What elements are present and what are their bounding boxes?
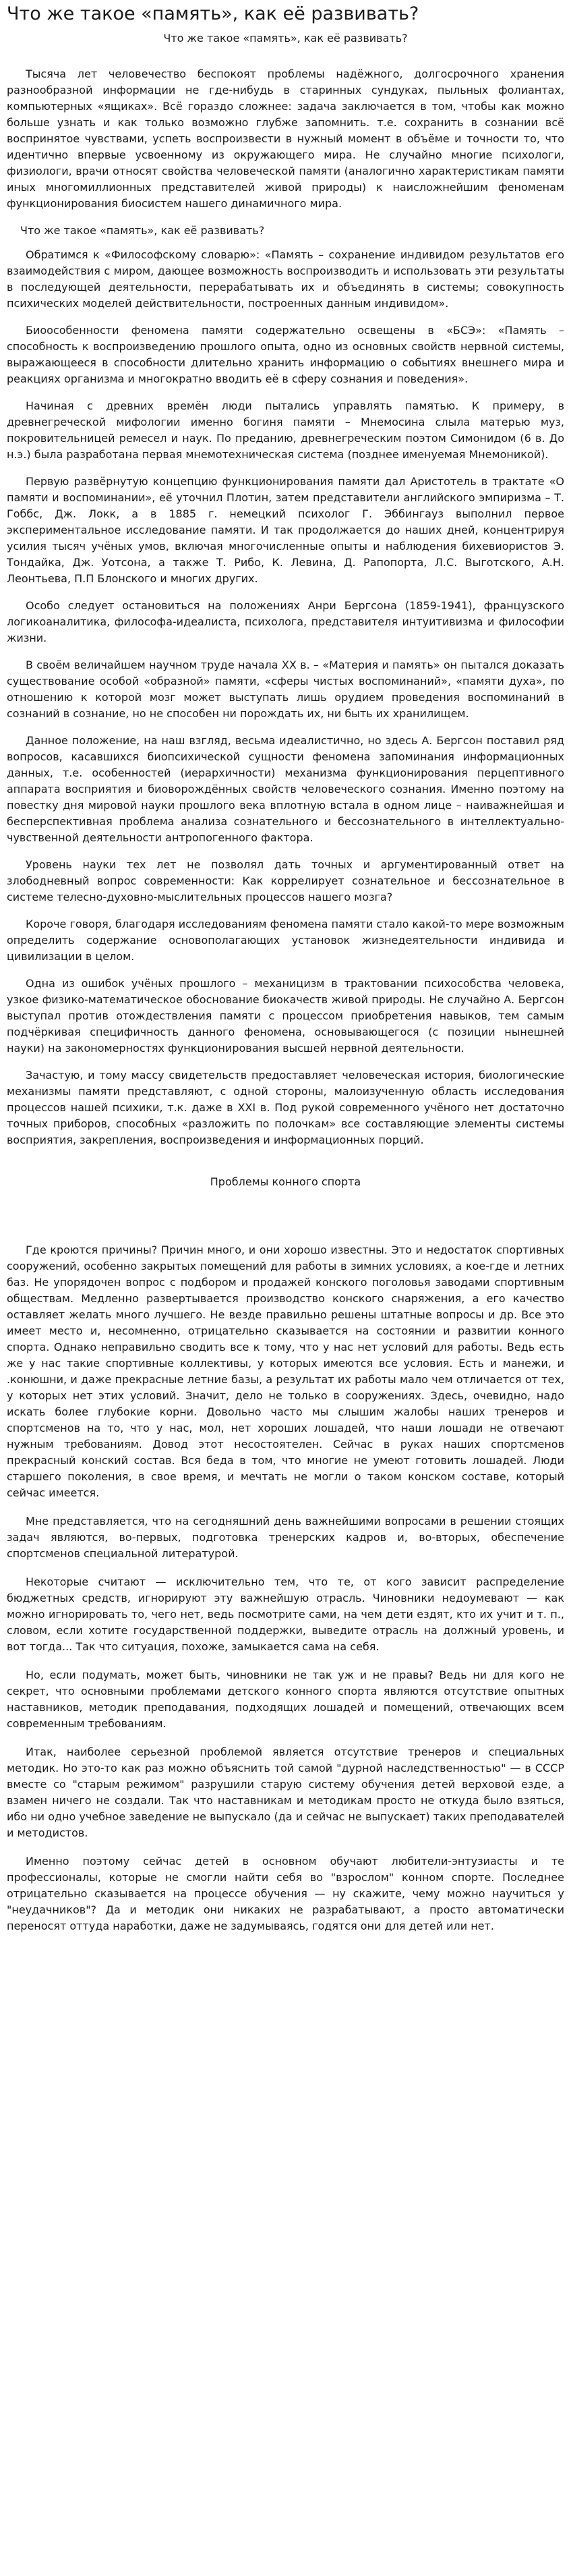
paragraph: Некоторые считают — исключительно тем, что те, от кого зависит распределение бюджетных средств, игнорируют эту важнейшую отрасль. Чиновники недоумевают — как можно игнорировать то, чего нет, ведь посмотрите сами, на чем дети ездят, кто их учит и т. п., словом, если хотите государственной поддержки, выведите отрасль на должный уровень, и вот тогда... Так что ситуация, похоже, замыкается сама на себя. <box>7 1575 564 1654</box>
paragraph: В своём величайшем научном труде начала XX в. – «Материя и память» он пытался доказать существование особой «образной» памяти, «сферы чистых воспоминаний», «памяти духа», по отношению к которой мозг может выступать лишь орудием проведения воспоминаний в сознаний в сознание, но не способен ни порождать их, ни быть их хранилищем. <box>7 659 564 721</box>
paragraph: Начиная с древних времён люди пытались управлять памятью. К примеру, в древнегреческой мифологии именно богиня памяти – Мнемосина слыла матерью муз, покровительницей ремесел и наук. По преданию, древнегреческим поэтом Симонидом (6 в. До н.э.) была разработана первая мнемотехническая система (позднее именуемая Мнемоникой). <box>7 399 564 461</box>
paragraph: Итак, наиболее серьезной проблемой является отсутствие тренеров и специальных методик. Но это-то как раз можно объяснить той самой "дурной наследственностью" — в СССР вместе со "старым режимом" разрушили старую систему обучения детей верховой езде, а взамен ничего не создали. Так что наставникам и методикам просто не откуда было взяться, ибо ни одно учебное заведение не выпускало (да и сейчас не выпускает) таких преподавателей и методистов. <box>7 1745 564 1840</box>
paragraph: Уровень науки тех лет не позволял дать точных и аргументированный ответ на злободневный вопрос современности: Как коррелирует сознательное и бессознательное в системе телесно-духовно-мыслительных процессов нашего мозга? <box>7 858 564 904</box>
section-question: Что же такое «память», как её развивать? <box>20 224 265 237</box>
intro-section <box>7 66 564 212</box>
section-title-horse-sport: Проблемы конного спорта <box>210 1175 361 1189</box>
horse-sport-section <box>7 1242 564 1934</box>
paragraph: Данное положение, на наш взгляд, весьма идеалистично, но здесь А. Бергсон поставил ряд вопросов, касавшихся биопсихической сущности феномена запоминания информационных данных, т.е. особенностей (иерархичности) механизма функционирования перцептивного аппарата восприятия и биоворождённых свойств человеческого сознания. Именно поэтому на повестку дня мировой науки прошлого века вплотную встала в одном лице – наиважнейшая и бесперспективная проблема анализа сознательного и бессознательного в интеллектуально-чувственной деятельности антропогенного фактора. <box>7 734 564 845</box>
paragraph: Биоособенности феномена памяти содержательно освещены в «БСЭ»: «Память – способность к воспроизведению прошлого опыта, одно из основных свойств нервной системы, выражающееся в способности длительно хранить информацию о событиях внешнего мира и реакциях организма и многократно вводить её в сферу сознания и поведения». <box>7 324 564 386</box>
article-subtitle: Что же такое «память», как её развивать? <box>163 31 408 45</box>
paragraph: Короче говоря, благодаря исследованиям феномена памяти стало какой-то мере возможным определить содержание основополагающих установок жизнедеятельности индивида и цивилизации в целом. <box>7 918 564 963</box>
page-title: Что же такое «память», как её развивать? <box>7 3 419 24</box>
paragraph: Обратимся к «Философскому словарю»: «Память – сохранение индивидом результатов его взаимодействия с миром, дающее возможность воспроизводить и использовать эти результаты в последующей деятельности, перерабатывать их и объединять в системы; совокупность психических моделей действительности, построенных данным индивидом». <box>7 248 564 310</box>
paragraph: Где кроются причины? Причин много, и они хорошо известны. Это и недостаток спортивных сооружений, особенно закрытых помещений для работы в зимних условиях, а кое-где и летних баз. Не упорядочен вопрос с подбором и продажей конского поголовья заводами спортивным обществам. Медленно развертывается производство конского снаряжения, а его качество оставляет желать много лучшего. Не везде правильно решены штатные вопросы и др. Все это имеет место и, несомненно, отрицательно сказывается на состоянии и развитии конного спорта. Однако неправильно сводить все к тому, что у нас нет условий для работы. Ведь есть же у нас такие спортивные коллективы, у которых имеются все условия. Есть и манежи, и .конюшни, и даже прекрасные летние базы, а результат их работы мало чем отличается от тех, у которых нет этих условий. Значит, дело не только в сооружениях. Здесь, очевидно, надо искать более глубокие корни. Довольно часто мы слышим жалобы наших тренеров и спортсменов на то, что у нас, мол, нет хороших лошадей, что наши лошади не отвечают нужным требованиям. Довод этот несостоятелен. Сейчас в руках наших спортсменов прекрасный конский состав. Вся беда в том, что многие не умеют готовить лошадей. Люди старшего поколения, в свое время, и мечтать не могли о таком конском составе, который сейчас имеется. <box>7 1243 564 1500</box>
memory-section <box>7 247 564 1148</box>
paragraph: Зачастую, и тому массу свидетельств предоставляет человеческая история, биологические механизмы памяти представляют, с одной стороны, малоизученную область исследования процессов нашей психики, т.к. даже в XXI в. Под рукой современного учёного нет достаточно точных приборов, способных «разложить по полочкам» все составляющие элементы системы восприятия, закрепления, воспроизведения и информационных порций. <box>7 1069 564 1147</box>
paragraph: Первую развёрнутую концепцию функционирования памяти дал Аристотель в трактате «О памяти и воспоминании», её уточнил Плотин, затем представители английского эмпиризма – Т. Гоббс, Дж. Локк, а в 1885 г. немецкий психолог Г. Эббингауз выполнил первое экспериментальное исследование памяти. И так продолжается до наших дней, концентрируя усилия тысяч учёных умов, включая многочисленные опыты и наблюдения бихевиористов Э. Тондайка, Дж. Уотсона, а также Т. Рибо, К. Левина, Д. Рапопорта, Л.С. Выготского, А.Н. Леонтьева, П.П Блонского и многих других. <box>7 475 564 586</box>
paragraph: Мне представляется, что на сегодняшний день важнейшими вопросами в решении стоящих задач являются, во-первых, подготовка тренерских кадров и, во-вторых, обеспечение спортсменов специальной литературой. <box>7 1515 564 1561</box>
paragraph: Но, если подумать, может быть, чиновники не так уж и не правы? Ведь ни для кого не секрет, что основными проблемами детского конного спорта являются отсутствие опытных наставников, методик преподавания, подходящих лошадей и помещений, отвечающих всем современным требованиям. <box>7 1669 564 1731</box>
paragraph: Именно поэтому сейчас детей в основном обучают любители-энтузиасты и те профессионалы, которые не смогли найти себя во "взрослом" конном спорте. Последнее отрицательно сказывается на процессе обучения — ну скажите, чему можно научиться у "неудачников"? Да и методик они никаких не разрабатывают, а просто автоматически переносят оттуда наработки, даже не задумываясь, годятся они для детей или нет. <box>7 1855 564 1933</box>
paragraph: Тысяча лет человечество беспокоят проблемы надёжного, долгосрочного хранения разнообразной информации не где-нибудь в старинных сундуках, пыльных фолиантах, компьютерных «ящиках». Всё гораздо сложнее: задача заключается в том, чтобы как можно больше узнать и как только возможно глубже запомнить. т.е. сохранить в сознании всё воспринятое чувствами, успеть воспроизвести в нужный момент в объёме и точности то, что идентично впервые усвоенному из окружающего мира. Не случайно многие психологи, физиологи, врачи относят свойства человеческой памяти (аналогично характеристикам памяти иных многомиллионных представителей живой природы) к наисложнейшим феноменам функционирования биосистем нашего динамичного мира. <box>7 67 564 211</box>
paragraph: Особо следует остановиться на положениях Анри Бергсона (1859-1941), французского логикоаналитика, философа-идеалиста, психолога, представителя интуитивизма и философии жизни. <box>7 599 564 645</box>
paragraph: Одна из ошибок учёных прошлого – механицизм в трактовании психособства человека, узкое физико-математическое обоснование биокачеств живой природы. Не случайно А. Бергсон выступал против отождествления памяти с процессом приобретения навыков, тем самым подчёркивая специфичность данного феномена, основывающегося (с позиции нынешней науки) на закономерностях функционирования высшей нервной деятельности. <box>7 977 564 1055</box>
